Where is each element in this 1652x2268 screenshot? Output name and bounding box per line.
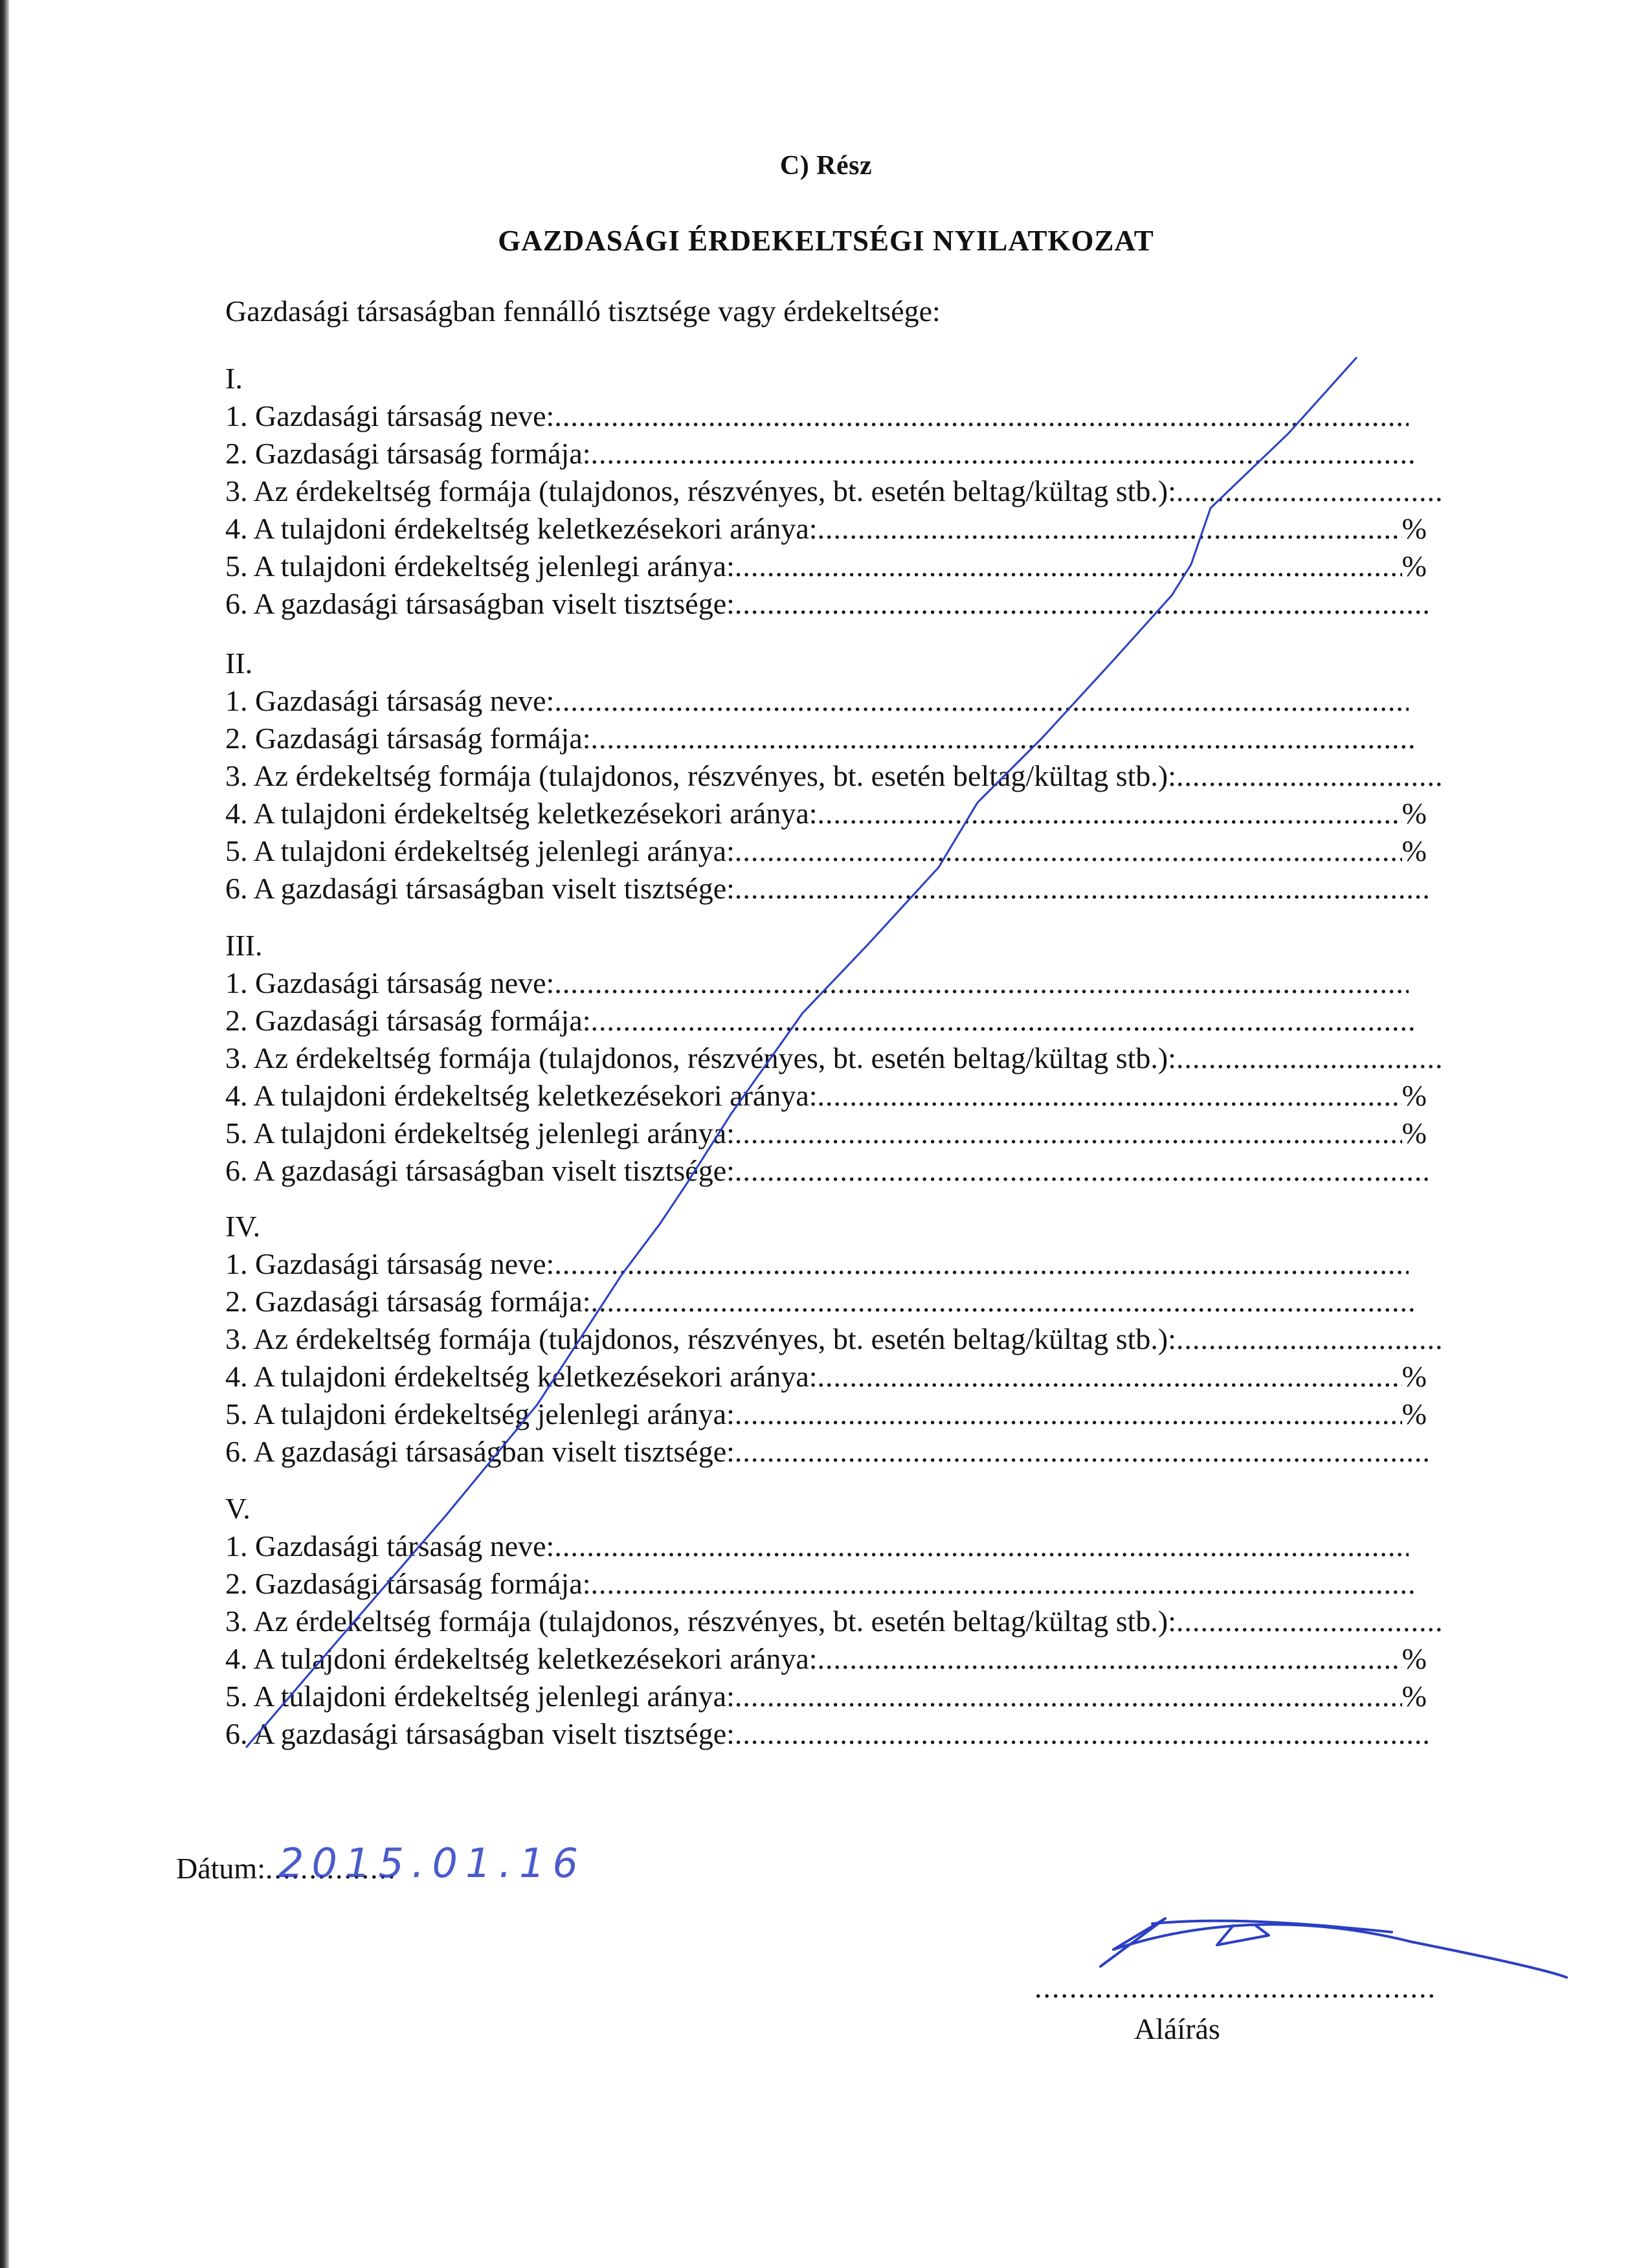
field-label: 6. A gazdasági társaságban viselt tisztsége: (225, 1154, 735, 1187)
form-field-row (225, 1433, 1455, 1471)
percent-sign: % (1401, 1397, 1427, 1430)
field-label: 2. Gazdasági társaság formája: (225, 1567, 591, 1600)
declaration-section (225, 1208, 1455, 1471)
field-label: 1. Gazdasági társaság neve: (225, 1529, 555, 1562)
field-label: 6. A gazdasági társaságban viselt tisztsége: (225, 1435, 735, 1468)
declaration-section (225, 360, 1455, 623)
field-label: 5. A tulajdoni érdekeltség jelenlegi aránya: (225, 834, 735, 867)
field-label: 6. A gazdasági társaságban viselt tisztsége: (225, 587, 735, 620)
field-label: 3. Az érdekeltség formája (tulajdonos, részvényes, bt. esetén beltag/kültag stb.): (225, 1041, 1176, 1074)
form-field-row (225, 1603, 1455, 1640)
form-field-row (225, 472, 1455, 510)
section-numeral: III. (225, 929, 263, 962)
field-label: 1. Gazdasági társaság neve: (225, 1247, 555, 1280)
field-label: 2. Gazdasági társaság formája: (225, 437, 591, 470)
form-field-row (225, 870, 1455, 907)
document-part-title: C) Rész (779, 151, 873, 181)
field-blank-line[interactable] (1176, 1320, 1441, 1358)
field-label: 2. Gazdasági társaság formája: (225, 1285, 591, 1318)
form-field-row (225, 832, 1455, 870)
form-field-row (225, 1678, 1455, 1715)
field-blank-line[interactable] (1176, 757, 1441, 795)
form-field-row (225, 397, 1455, 435)
field-blank-line[interactable] (818, 1640, 1402, 1678)
form-field-row (225, 757, 1455, 795)
form-field-row (225, 682, 1455, 720)
field-blank-line[interactable] (818, 1077, 1402, 1115)
field-blank-line[interactable] (735, 548, 1402, 585)
field-blank-line[interactable] (735, 1433, 1432, 1471)
field-label: 4. A tulajdoni érdekeltség keletkezésekori aránya: (225, 512, 818, 545)
field-blank-line[interactable] (818, 1358, 1402, 1395)
field-label: 4. A tulajdoni érdekeltség keletkezésekori aránya: (225, 797, 818, 830)
field-blank-line[interactable] (1176, 472, 1441, 510)
percent-sign: % (1401, 550, 1427, 583)
section-numeral: V. (225, 1492, 251, 1525)
field-label: 2. Gazdasági társaság formája: (225, 1004, 591, 1037)
date-label: Dátum: (176, 1852, 265, 1885)
percent-sign: % (1401, 797, 1427, 830)
field-blank-line[interactable] (591, 1002, 1414, 1040)
section-numeral: I. (225, 362, 243, 395)
form-field-row (225, 964, 1455, 1002)
field-label: 3. Az érdekeltség formája (tulajdonos, részvényes, bt. esetén beltag/kültag stb.): (225, 1322, 1176, 1355)
signature-mark (1100, 1918, 1567, 1977)
field-label: 3. Az érdekeltség formája (tulajdonos, részvényes, bt. esetén beltag/kültag stb.): (225, 474, 1176, 507)
signature-label: Aláírás (1134, 2012, 1220, 2045)
field-blank-line[interactable] (818, 510, 1402, 548)
section-numeral: IV. (225, 1210, 261, 1243)
form-field-row (225, 1715, 1455, 1753)
field-blank-line[interactable] (735, 1395, 1402, 1433)
form-field-row (225, 548, 1455, 585)
field-label: 4. A tulajdoni érdekeltség keletkezésekori aránya: (225, 1360, 818, 1393)
field-blank-line[interactable] (735, 1715, 1432, 1753)
field-blank-line[interactable] (735, 1152, 1432, 1190)
percent-sign: % (1401, 1079, 1427, 1112)
declaration-section (225, 927, 1455, 1190)
field-blank-line[interactable] (591, 720, 1414, 757)
form-field-row (225, 1002, 1455, 1040)
field-label: 3. Az érdekeltség formája (tulajdonos, részvényes, bt. esetén beltag/kültag stb.): (225, 759, 1176, 792)
field-label: 2. Gazdasági társaság formája: (225, 722, 591, 755)
field-blank-line[interactable] (554, 1528, 1409, 1565)
form-field-row (225, 1077, 1455, 1115)
form-field-row (225, 1640, 1455, 1678)
percent-sign: % (1401, 1680, 1427, 1713)
field-blank-line[interactable] (735, 585, 1432, 623)
form-field-row (225, 1283, 1455, 1320)
field-label: 5. A tulajdoni érdekeltség jelenlegi aránya: (225, 1397, 735, 1430)
field-label: 5. A tulajdoni érdekeltség jelenlegi aránya: (225, 550, 735, 583)
section-numeral: II. (225, 647, 253, 680)
field-label: 1. Gazdasági társaság neve: (225, 966, 555, 999)
percent-sign: % (1401, 512, 1427, 545)
field-blank-line[interactable] (591, 1565, 1414, 1603)
field-blank-line[interactable] (818, 795, 1402, 832)
declaration-section (225, 1490, 1455, 1753)
field-blank-line[interactable] (1176, 1603, 1441, 1640)
form-field-row (225, 1115, 1455, 1152)
form-field-row (225, 1565, 1455, 1603)
form-field-row (225, 1320, 1455, 1358)
field-blank-line[interactable] (735, 1115, 1402, 1152)
declaration-section (225, 645, 1455, 907)
field-label: 5. A tulajdoni érdekeltség jelenlegi aránya: (225, 1680, 735, 1713)
field-label: 4. A tulajdoni érdekeltség keletkezésekori aránya: (225, 1079, 818, 1112)
field-label: 1. Gazdasági társaság neve: (225, 684, 555, 717)
field-blank-line[interactable] (735, 1678, 1402, 1715)
signature-blank-line[interactable] (1034, 1970, 1436, 2005)
form-field-row (225, 585, 1455, 623)
field-blank-line[interactable] (554, 397, 1409, 435)
percent-sign: % (1401, 1117, 1427, 1150)
document-title: GAZDASÁGI ÉRDEKELTSÉGI NYILATKOZAT (498, 225, 1154, 257)
form-field-row (225, 720, 1455, 757)
field-label: 4. A tulajdoni érdekeltség keletkezésekori aránya: (225, 1642, 818, 1675)
field-label: 5. A tulajdoni érdekeltség jelenlegi aránya: (225, 1117, 735, 1150)
field-blank-line[interactable] (591, 435, 1414, 472)
form-field-row (225, 1528, 1455, 1565)
form-field-row (225, 795, 1455, 832)
form-field-row (225, 1040, 1455, 1077)
percent-sign: % (1401, 1360, 1427, 1393)
percent-sign: % (1401, 1642, 1427, 1675)
form-field-row (225, 1358, 1455, 1395)
form-field-row (225, 435, 1455, 472)
field-label: 1. Gazdasági társaság neve: (225, 399, 555, 432)
field-blank-line[interactable] (735, 870, 1432, 907)
field-blank-line[interactable] (554, 1245, 1409, 1283)
field-blank-line[interactable] (554, 964, 1409, 1002)
intro-text: Gazdasági társaságban fennálló tisztsége vagy érdekeltsége: (225, 295, 941, 328)
field-blank-line[interactable] (1176, 1040, 1441, 1077)
form-field-row (225, 510, 1455, 548)
field-label: 6. A gazdasági társaságban viselt tisztsége: (225, 872, 735, 905)
form-field-row (225, 1152, 1455, 1190)
scan-edge (0, 0, 9, 2268)
percent-sign: % (1401, 834, 1427, 867)
field-blank-line[interactable] (591, 1283, 1414, 1320)
field-label: 6. A gazdasági társaságban viselt tisztsége: (225, 1717, 735, 1750)
handwritten-date: 2015.01.16 (278, 1840, 586, 1887)
field-label: 3. Az érdekeltség formája (tulajdonos, részvényes, bt. esetén beltag/kültag stb.): (225, 1605, 1176, 1638)
form-field-row (225, 1395, 1455, 1433)
form-field-row (225, 1245, 1455, 1283)
field-blank-line[interactable] (735, 832, 1402, 870)
field-blank-line[interactable] (554, 682, 1409, 720)
